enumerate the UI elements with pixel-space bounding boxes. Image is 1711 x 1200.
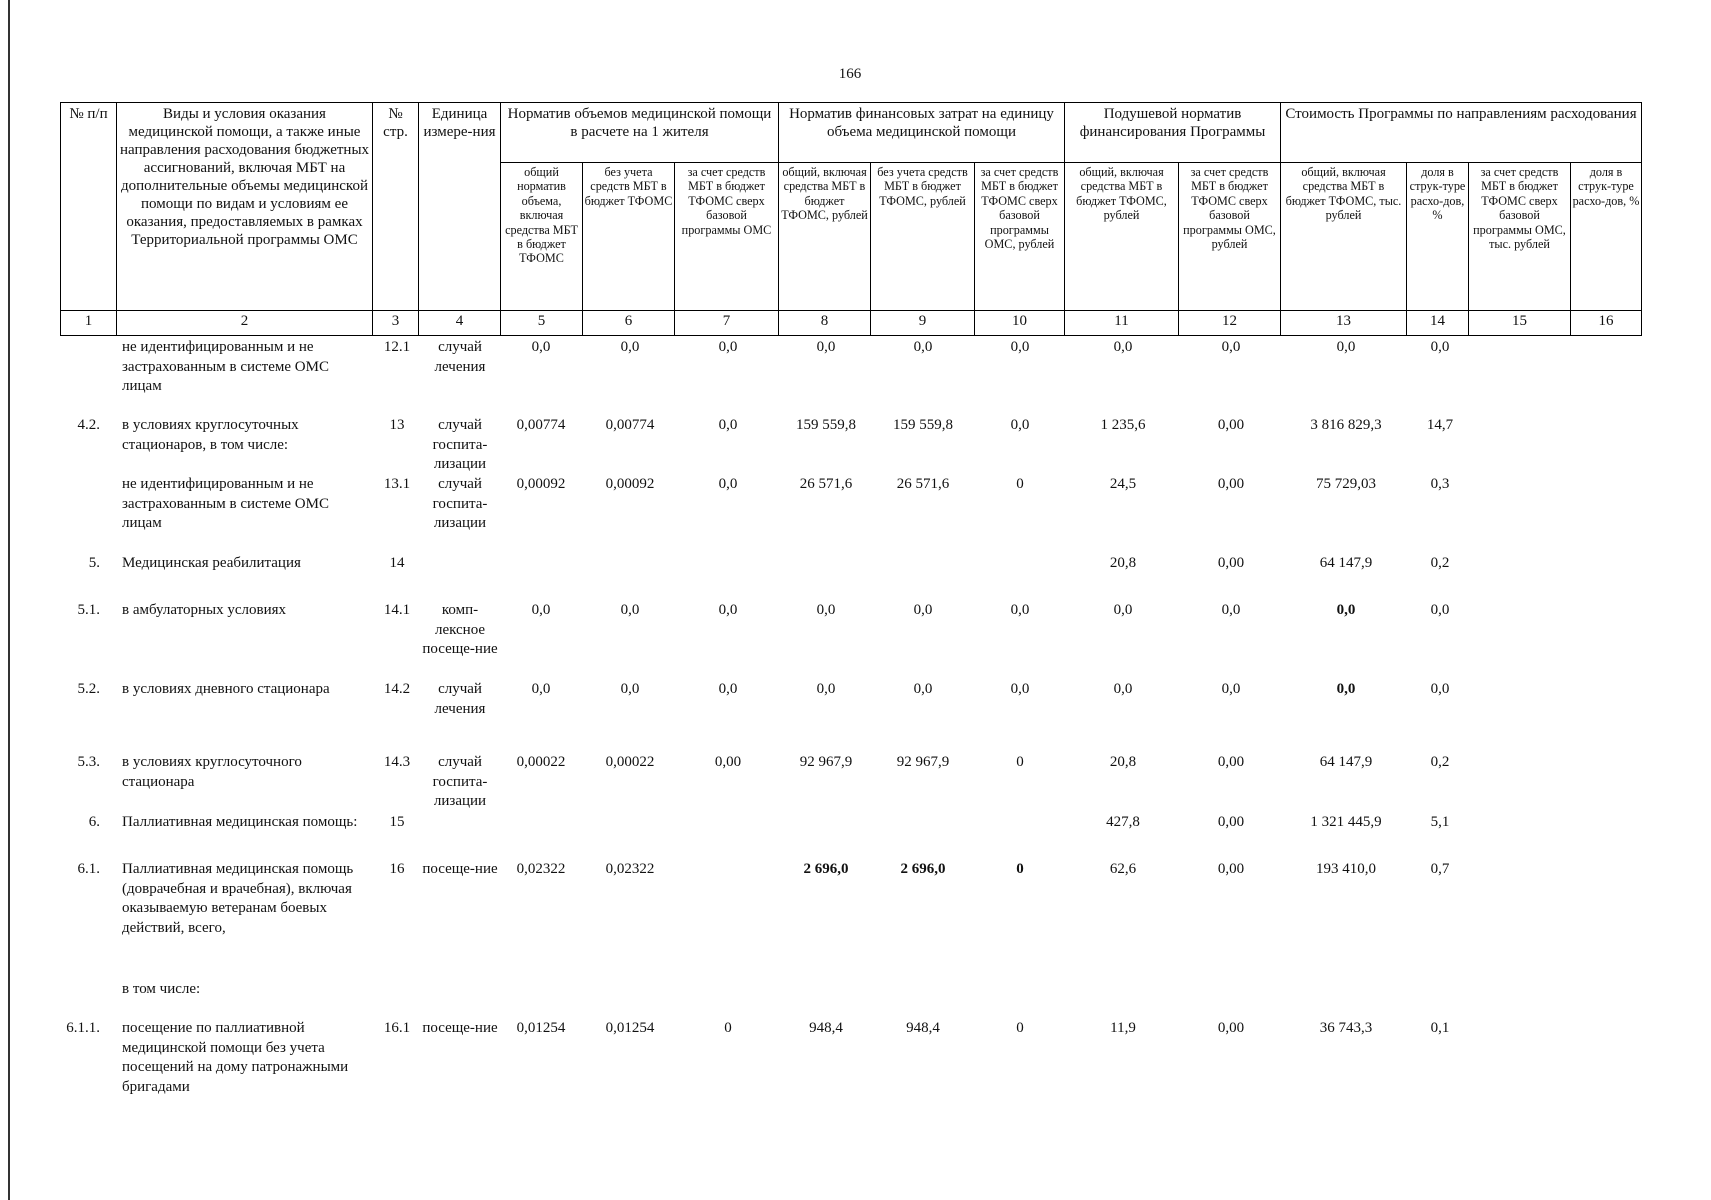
colnum-11: 11	[1064, 310, 1178, 336]
cell-5: 0,00774	[516, 417, 566, 433]
cell-5: 0,0	[531, 602, 551, 618]
cell-10: 0,0	[1010, 417, 1030, 433]
row-unit: комп-лексное посеще-ние	[422, 602, 498, 657]
cell-6: 0,00774	[605, 417, 655, 433]
row-name: Медицинская реабилитация	[122, 555, 301, 571]
row-unit: посеще-ние	[422, 1020, 498, 1036]
cell-13: 3 816 829,3	[1310, 417, 1382, 433]
cell-13: 75 729,03	[1316, 476, 1376, 492]
cell-5: 0,02322	[516, 861, 566, 877]
cell-6: 0,0	[620, 602, 640, 618]
header-sub-13: общий, включая средства МБТ в бюджет ТФОМС, тыс. рублей	[1280, 162, 1406, 310]
cell-11: 1 235,6	[1100, 417, 1146, 433]
cell-9: 92 967,9	[896, 754, 950, 770]
row-number: 5.2.	[77, 681, 100, 697]
header-col-kind: Виды и условия оказания медицинской помощи, а также иные направления расходования бюджетных ассигнований, включая МБТ на дополнительные объемы медицинской помощи по видам и условиям ее оказания, предоставляемых в рамках Территориальной программы ОМС	[116, 102, 372, 310]
cell-14: 0,2	[1430, 754, 1450, 770]
cell-8: 0,0	[816, 681, 836, 697]
cell-9: 0,0	[913, 339, 933, 355]
cell-8: 26 571,6	[799, 476, 853, 492]
cell-6: 0,00092	[605, 476, 655, 492]
row-unit: случай госпита-лизации	[432, 417, 488, 472]
header-sub-9: без учета средств МБТ в бюджет ТФОМС, рублей	[870, 162, 974, 310]
cell-8: 2 696,0	[803, 861, 849, 877]
cell-14: 0,0	[1430, 681, 1450, 697]
cell-11: 0,0	[1113, 602, 1133, 618]
colnum-12: 12	[1178, 310, 1280, 336]
cell-11: 0,0	[1113, 339, 1133, 355]
header-sub-16: доля в струк-туре расхо-дов, %	[1570, 162, 1642, 310]
cell-11: 0,0	[1113, 681, 1133, 697]
colnum-5: 5	[500, 310, 582, 336]
cell-8: 0,0	[816, 602, 836, 618]
header-group-cost: Норматив финансовых затрат на единицу объема медицинской помощи	[778, 102, 1064, 162]
row-line: 16.1	[383, 1020, 411, 1036]
cell-12: 0,00	[1217, 1020, 1245, 1036]
row-name: в том числе:	[122, 981, 201, 997]
cell-14: 0,7	[1430, 861, 1450, 877]
cell-12: 0,00	[1217, 476, 1245, 492]
cell-11: 427,8	[1106, 814, 1140, 830]
row-number: 5.1.	[77, 602, 100, 618]
colnum-10: 10	[974, 310, 1064, 336]
colnum-6: 6	[582, 310, 674, 336]
row-name: Паллиативная медицинская помощь:	[122, 814, 358, 830]
header-sub-8: общий, включая средства МБТ в бюджет ТФОМС, рублей	[778, 162, 870, 310]
row-line: 14	[389, 555, 405, 571]
header-col-line: № стр.	[372, 102, 418, 310]
header-group-volume: Норматив объемов медицинской помощи в расчете на 1 жителя	[500, 102, 778, 162]
cell-13: 64 147,9	[1319, 555, 1373, 571]
cell-10: 0	[1016, 476, 1024, 492]
row-name: не идентифицированным и не застрахованным в системе ОМС лицам	[122, 476, 329, 531]
header-group-percapita: Подушевой норматив финансирования Программы	[1064, 102, 1280, 162]
cell-10: 0,0	[1010, 602, 1030, 618]
row-name: не идентифицированным и не застрахованным в системе ОМС лицам	[122, 339, 329, 394]
cell-12: 0,00	[1217, 417, 1245, 433]
cell-7: 0,00	[714, 754, 742, 770]
cell-10: 0	[1016, 1020, 1024, 1036]
row-name: посещение по паллиативной медицинской помощи без учета посещений на дому патронажными бригадами	[122, 1020, 349, 1095]
cell-13: 1 321 445,9	[1310, 814, 1382, 830]
header-sub-6: без учета средств МБТ в бюджет ТФОМС	[582, 162, 674, 310]
row-line: 13	[389, 417, 405, 433]
cell-11: 20,8	[1109, 754, 1137, 770]
row-line: 13.1	[383, 476, 411, 492]
cell-12: 0,0	[1221, 602, 1241, 618]
cell-13: 0,0	[1336, 339, 1356, 355]
cell-9: 2 696,0	[900, 861, 946, 877]
cell-14: 14,7	[1426, 417, 1454, 433]
colnum-1: 1	[60, 310, 116, 336]
cell-5: 0,01254	[516, 1020, 566, 1036]
colnum-13: 13	[1280, 310, 1406, 336]
row-unit: случай лечения	[434, 339, 486, 375]
cell-13: 193 410,0	[1316, 861, 1376, 877]
cell-7: 0,0	[718, 602, 738, 618]
cell-7: 0,0	[718, 681, 738, 697]
cell-5: 0,00092	[516, 476, 566, 492]
cell-7: 0,0	[718, 476, 738, 492]
row-name: в условиях круглосуточных стационаров, в том числе:	[122, 417, 299, 453]
cell-14: 0,3	[1430, 476, 1450, 492]
cell-14: 0,2	[1430, 555, 1450, 571]
cell-10: 0	[1016, 754, 1024, 770]
page-edge-line	[8, 0, 10, 1200]
row-name: в условиях круглосуточного стационара	[122, 754, 302, 790]
cell-8: 948,4	[809, 1020, 843, 1036]
cell-10: 0,0	[1010, 681, 1030, 697]
cell-12: 0,00	[1217, 861, 1245, 877]
row-line: 14.2	[383, 681, 411, 697]
colnum-15: 15	[1468, 310, 1570, 336]
row-line: 14.1	[383, 602, 411, 618]
cell-12: 0,00	[1217, 555, 1245, 571]
row-unit: случай лечения	[434, 681, 486, 717]
colnum-4: 4	[418, 310, 500, 336]
cell-9: 0,0	[913, 602, 933, 618]
row-number: 5.3.	[77, 754, 100, 770]
header-col-no: № п/п	[60, 102, 116, 310]
header-col-unit: Единица измере-ния	[418, 102, 500, 310]
header-sub-15: за счет средств МБТ в бюджет ТФОМС сверх базовой программы ОМС, тыс. рублей	[1468, 162, 1570, 310]
cell-14: 0,0	[1430, 339, 1450, 355]
cell-10: 0,0	[1010, 339, 1030, 355]
colnum-8: 8	[778, 310, 870, 336]
header-sub-10: за счет средств МБТ в бюджет ТФОМС сверх базовой программы ОМС, рублей	[974, 162, 1064, 310]
row-number: 6.	[88, 814, 100, 830]
cell-11: 20,8	[1109, 555, 1137, 571]
row-name: в условиях дневного стационара	[122, 681, 330, 697]
cell-13: 0,0	[1336, 602, 1356, 618]
cell-14: 0,1	[1430, 1020, 1450, 1036]
row-line: 16	[389, 861, 405, 877]
page-number: 166	[838, 66, 862, 82]
cell-12: 0,00	[1217, 754, 1245, 770]
cell-8: 92 967,9	[799, 754, 853, 770]
cell-9: 948,4	[906, 1020, 940, 1036]
table-header	[60, 102, 1642, 336]
row-line: 14.3	[383, 754, 411, 770]
header-sub-7: за счет средств МБТ в бюджет ТФОМС сверх базовой программы ОМС	[674, 162, 778, 310]
header-sub-12: за счет средств МБТ в бюджет ТФОМС сверх базовой программы ОМС, рублей	[1178, 162, 1280, 310]
cell-13: 0,0	[1336, 681, 1356, 697]
cell-12: 0,0	[1221, 339, 1241, 355]
cell-13: 36 743,3	[1319, 1020, 1373, 1036]
row-line: 12.1	[383, 339, 411, 355]
cell-6: 0,00022	[605, 754, 655, 770]
cell-9: 26 571,6	[896, 476, 950, 492]
colnum-9: 9	[870, 310, 974, 336]
cell-5: 0,0	[531, 339, 551, 355]
cell-6: 0,0	[620, 681, 640, 697]
row-unit: случай госпита-лизации	[432, 754, 488, 809]
row-number: 5.	[88, 555, 100, 571]
header-group-program: Стоимость Программы по направлениям расходования	[1280, 102, 1642, 162]
cell-12: 0,0	[1221, 681, 1241, 697]
cell-9: 0,0	[913, 681, 933, 697]
row-name: в амбулаторных условиях	[122, 602, 287, 618]
cell-11: 24,5	[1109, 476, 1137, 492]
row-unit: посеще-ние	[422, 861, 498, 877]
row-number: 4.2.	[77, 417, 100, 433]
header-sub-11: общий, включая средства МБТ в бюджет ТФОМС, рублей	[1064, 162, 1178, 310]
cell-7: 0	[724, 1020, 732, 1036]
cell-6: 0,01254	[605, 1020, 655, 1036]
colnum-3: 3	[372, 310, 418, 336]
colnum-7: 7	[674, 310, 778, 336]
cell-9: 159 559,8	[893, 417, 953, 433]
cell-14: 5,1	[1430, 814, 1450, 830]
colnum-16: 16	[1570, 310, 1642, 336]
cell-10: 0	[1016, 861, 1024, 877]
cell-8: 159 559,8	[796, 417, 856, 433]
cell-6: 0,0	[620, 339, 640, 355]
cell-11: 11,9	[1110, 1020, 1136, 1036]
cell-12: 0,00	[1217, 814, 1245, 830]
cell-13: 64 147,9	[1319, 754, 1373, 770]
row-number: 6.1.	[77, 861, 100, 877]
row-line: 15	[389, 814, 405, 830]
cell-7: 0,0	[718, 339, 738, 355]
header-sub-14: доля в струк-туре расхо-дов, %	[1406, 162, 1468, 310]
row-number: 6.1.1.	[66, 1020, 100, 1036]
cell-5: 0,0	[531, 681, 551, 697]
header-sub-5: общий норматив объема, включая средства МБТ в бюджет ТФОМС	[500, 162, 582, 310]
cell-8: 0,0	[816, 339, 836, 355]
row-unit: случай госпита-лизации	[432, 476, 488, 531]
cell-5: 0,00022	[516, 754, 566, 770]
cell-11: 62,6	[1109, 861, 1137, 877]
cell-6: 0,02322	[605, 861, 655, 877]
row-name: Паллиативная медицинская помощь (доврачебная и врачебная), включая оказываемую ветеранам боевых действий, всего,	[122, 861, 354, 936]
colnum-2: 2	[116, 310, 372, 336]
cell-7: 0,0	[718, 417, 738, 433]
colnum-14: 14	[1406, 310, 1468, 336]
cell-14: 0,0	[1430, 602, 1450, 618]
